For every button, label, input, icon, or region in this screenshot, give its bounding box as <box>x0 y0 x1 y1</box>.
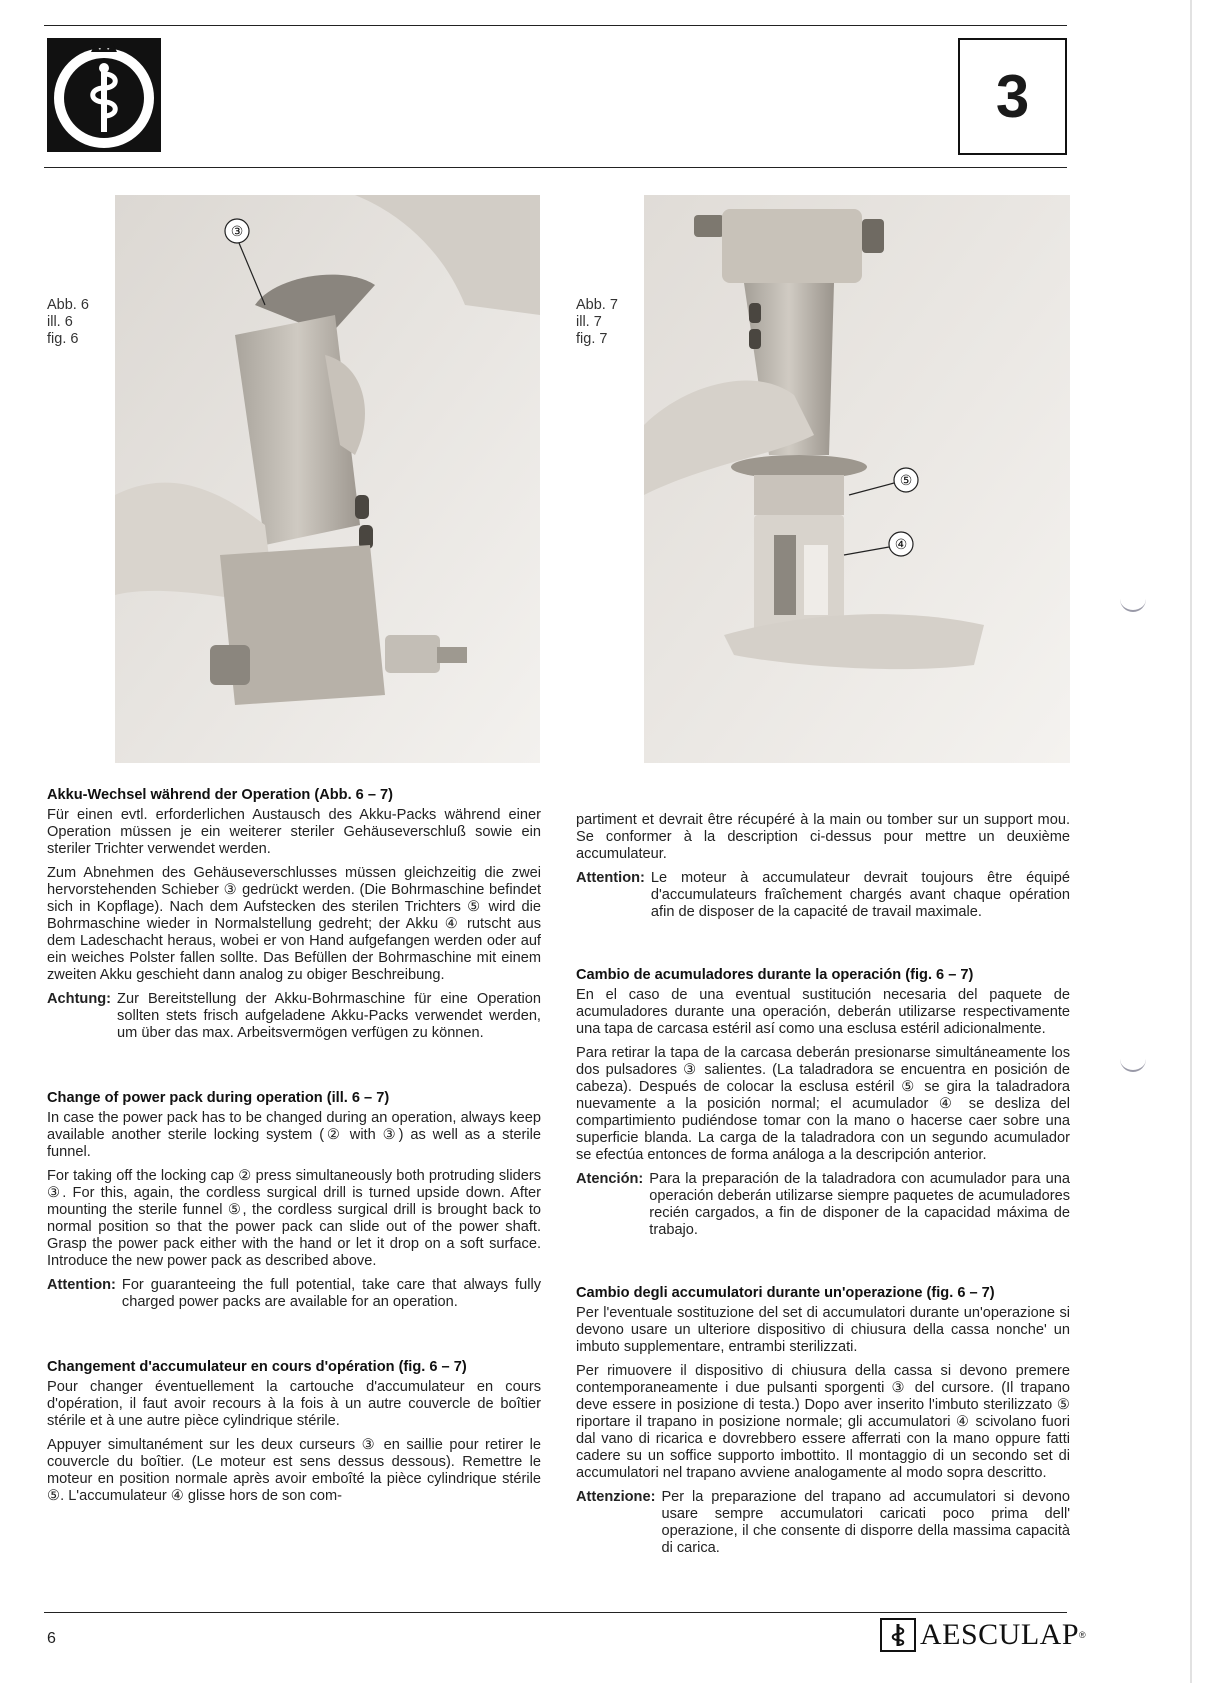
brand-logo <box>880 1618 1086 1652</box>
note-label: Attention: <box>576 870 645 886</box>
figure-6-callout-3: ③ <box>230 223 244 239</box>
note-label: Atención: <box>576 1171 644 1187</box>
caption-en: ill. 7 <box>576 314 602 330</box>
note-text: Le moteur à accumulateur devrait toujours être équipé d'accumulateurs fraîchement chargés avant chaque opération afin de disposer de la capacité de travail maximale. <box>650 870 1070 920</box>
note-de <box>47 991 541 1042</box>
top-rule <box>44 25 1067 26</box>
header-rule <box>44 167 1067 168</box>
logo <box>47 38 161 152</box>
figure-7-callout-4: ④ <box>894 536 908 552</box>
note-es <box>576 1171 1070 1239</box>
section-german <box>47 786 541 1042</box>
paragraph: Para retirar la tapa de la carcasa deberán presionarse simultáneamente los dos pulsadores ③ salientes. (La taladradora se encuentra en posición de cabeza). Después de colocar la esclusa estéril ⑤ se gira la taladradora nuevamente a la posición normal; el acumulador ④ se desliza del compartimiento pudiéndose tomar con la mano o hacerse caer sobre una superficie blanda. La carga de la taladradora con un segundo acumulador se efectúa entonces de forma análoga a la descripción anterior. <box>576 1045 1070 1163</box>
paragraph: partiment et devrait être récupéré à la main ou tomber sur un support mou. Se conformer à la description ci-dessus pour mettre un deuxième accumulateur. <box>576 812 1070 862</box>
aesculap-staff-crown-icon <box>47 38 161 152</box>
page-number: 6 <box>47 1630 56 1647</box>
note-en <box>47 1277 541 1311</box>
note-text: Para la preparación de la taladradora con acumulador para una operación deberán utilizarse siempre paquetes de acumuladores recién cargados, a fin de disponer de la capacidad máxima de trabajo. <box>649 1171 1070 1238</box>
figure-7-caption <box>576 297 618 348</box>
chapter-number-box <box>958 38 1067 155</box>
registered-mark: ® <box>1079 1630 1086 1640</box>
paragraph: Per rimuovere il dispositivo di chiusura della cassa si devono premere contemporaneamente i due pulsanti sporgenti ③ del cursore. (Il trapano deve essere in posizione di testa.) Dopo aver inserito l'imbuto sterilizzato ⑤ riportare il trapano in posizione normale; gli accumulatori ④ scivolano fuori dal vano di ricarica e dovrebbero essere afferrati con la mano oppure fatti cadere su un soffice supporto imbottito. Il montaggio di un secondo set di accumulatori nel trapano avviene analogamente al modo sopra descritto. <box>576 1363 1070 1481</box>
note-text: Zur Bereitstellung der Akku-Bohrmaschine für eine Operation sollten stets frisch aufgeladene Akku-Packs verwendet werden, um über das max. Arbeitsvermögen verfügen zu können. <box>117 991 541 1041</box>
punch-mark <box>1120 1058 1146 1072</box>
figure-6-caption <box>47 297 89 348</box>
caption-fr: fig. 6 <box>47 331 79 347</box>
section-french <box>47 1358 541 1505</box>
scan-edge <box>1190 0 1192 1683</box>
paragraph: Pour changer éventuellement la cartouche d'accumulateur en cours d'opération, il faut avoir recours à la fois à un autre couvercle de boîtier stérile et à une autre pièce cylindrique stérile. <box>47 1379 541 1429</box>
paragraph: Für einen evtl. erforderlichen Austausch des Akku-Packs während einer Operation müssen je ein weiterer steriler Gehäuseverschluß sowie ein steriler Trichter verwendet werden. <box>47 807 541 857</box>
note-it <box>576 1489 1070 1557</box>
note-label: Achtung: <box>47 991 112 1007</box>
figure-7-callout-5: ⑤ <box>899 472 913 488</box>
note-label: Attention: <box>47 1277 116 1293</box>
section-title-fr: Changement d'accumulateur en cours d'opération (fig. 6 – 7) <box>47 1359 467 1375</box>
paragraph: In case the power pack has to be changed during an operation, always keep available another sterile locking system (② with ③) as well as a sterile funnel. <box>47 1110 541 1160</box>
caption-de: Abb. 6 <box>47 297 89 313</box>
note-text: For guaranteeing the full potential, take care that always fully charged power packs are available for an operation. <box>121 1277 541 1310</box>
paragraph: Per l'eventuale sostituzione del set di accumulatori durante un'operazione si devono usare un ulteriore dispositivo di chiusura della cassa nonche' un imbuto supplementare, entrambi sterilizzati. <box>576 1305 1070 1355</box>
left-column <box>47 786 541 1512</box>
paragraph: Zum Abnehmen des Gehäuseverschlusses müssen gleichzeitig die zwei hervorstehenden Schieber ③ gedrückt werden. (Die Bohrmaschine befindet sich in Kopflage). Nach dem Aufstecken des sterilen Trichters ⑤ wird die Bohrmaschine wieder in Normalstellung gedreht; der Akku ④ rutscht aus dem Ladeschacht heraus, wobei er von Hand aufgefangen werden oder auf ein weiches Polster fallen sollte. Das Befüllen der Bohrmaschine mit einem zweiten Akku geschieht dann analog zu obiger Beschreibung. <box>47 865 541 983</box>
section-french-continued <box>576 812 1070 921</box>
section-italian <box>576 1284 1070 1557</box>
section-english <box>47 1089 541 1311</box>
figure-6-photo <box>115 195 540 763</box>
footer-rule <box>44 1612 1067 1613</box>
caption-en: ill. 6 <box>47 314 73 330</box>
section-title-en: Change of power pack during operation (ill. 6 – 7) <box>47 1090 390 1106</box>
note-text: Per la preparazione del trapano ad accumulatori si devono usare sempre accumulatori caricati poco prima dell' operazione, il che consente di disporre della massima capacità di carica. <box>661 1489 1070 1556</box>
section-title-es: Cambio de acumuladores durante la operación (fig. 6 – 7) <box>576 967 974 983</box>
section-title-de: Akku-Wechsel während der Operation (Abb. 6 – 7) <box>47 787 394 803</box>
brand-name: AESCULAP <box>920 1618 1080 1651</box>
caption-de: Abb. 7 <box>576 297 618 313</box>
punch-mark <box>1120 598 1146 612</box>
caption-fr: fig. 7 <box>576 331 608 347</box>
paragraph: En el caso de una eventual sustitución necesaria del paquete de acumuladores durante una operación, deberán utilizarse respectivamente una tapa de carcasa estéril así como una esclusa estéril adicionalmente. <box>576 987 1070 1037</box>
note-fr <box>576 870 1070 921</box>
right-column <box>576 812 1070 1564</box>
section-title-it: Cambio degli accumulatori durante un'operazione (fig. 6 – 7) <box>576 1285 995 1301</box>
note-label: Attenzione: <box>576 1489 656 1505</box>
section-spanish <box>576 966 1070 1239</box>
figure-7-photo <box>644 195 1070 763</box>
aesculap-staff-icon <box>880 1618 916 1652</box>
chapter-number: 3 <box>995 63 1030 130</box>
paragraph: For taking off the locking cap ② press simultaneously both protruding sliders ③. For this, again, the cordless surgical drill is turned upside down. After mounting the sterile funnel ⑤, the cordless surgical drill is brought back to normal position so that the power pack can slide out of the power shaft. Grasp the power pack either with the hand or let it drop on a soft surface. Introduce the new power pack as described above. <box>47 1168 541 1269</box>
paragraph: Appuyer simultanément sur les deux curseurs ③ en saillie pour retirer le couvercle du boîtier. (Le moteur est sens dessus dessous). Remettre le moteur en position normale après avoir emboîté la pièce cylindrique stérile ⑤. L'accumulateur ④ glisse hors de son com- <box>47 1437 541 1504</box>
